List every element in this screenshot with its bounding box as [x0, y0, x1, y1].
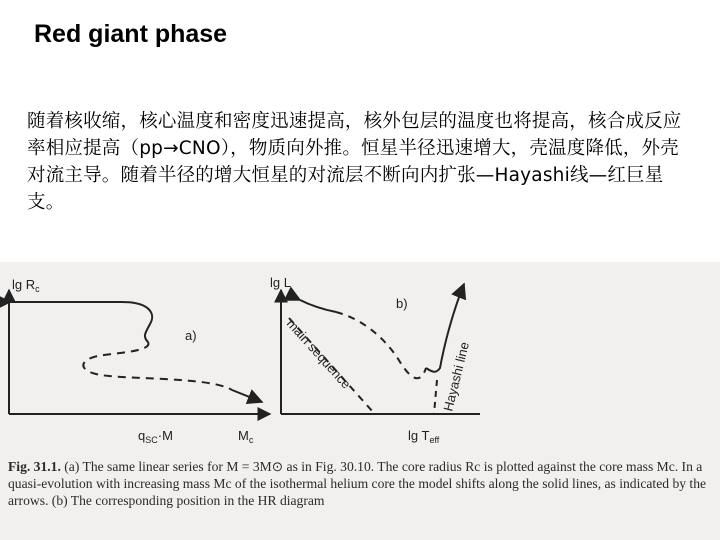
figure-diagram — [0, 262, 720, 462]
panel-a-xlabel-mc: $M_c$ — [238, 428, 254, 445]
panel-a-xlabel-qsc: $q_{SC}\cdot M$ — [138, 428, 173, 445]
panel-b-ylabel: lg L — [270, 275, 291, 290]
panel-a-solid-track — [10, 302, 152, 342]
panel-b-main-sequence-label: main sequence — [283, 315, 354, 392]
caption-text: (a) The same linear series for M = 3M⊙ as in Fig. 30.10. The core radius Rc is plotted against the core mass Mc. In a quasi-evolution with increasing mass Mc of the isothermal helium core the model shifts along the solid lines, as indicated by the arrows. (b) The corresponding position in the HR diagram — [8, 459, 707, 508]
panel-a-ylabel: $\lg R_c$ — [12, 277, 40, 294]
panel-a — [9, 277, 270, 445]
panel-b-solid-track — [300, 300, 336, 312]
figure-31-1 — [0, 262, 720, 540]
panel-b-dashed-track — [336, 312, 426, 378]
slide-title: Red giant phase — [34, 20, 228, 48]
caption-label: Fig. 31.1. — [8, 459, 61, 474]
panel-a-lower-track — [232, 390, 262, 402]
figure-caption — [8, 458, 714, 509]
panel-b — [270, 275, 480, 445]
panel-a-tag: a) — [185, 328, 197, 343]
panel-a-dashed-track — [83, 342, 232, 390]
panel-b-hayashi-label: Hayashi line — [440, 340, 473, 413]
panel-b-xlabel: $\lg T_{eff}$ — [408, 428, 440, 445]
panel-b-hayashi-line — [434, 380, 437, 414]
slide-body-text: 随着核收缩，核心温度和密度迅速提高，核外包层的温度也将提高，核合成反应率相应提高（pp→CNO），物质向外推。恒星半径迅速增大，壳温度降低，外壳对流主导。随着半径的增大恒星的对流层不断向内扩张—Hayashi线—红巨星支。 — [27, 111, 682, 213]
panel-b-tag: b) — [396, 296, 408, 311]
